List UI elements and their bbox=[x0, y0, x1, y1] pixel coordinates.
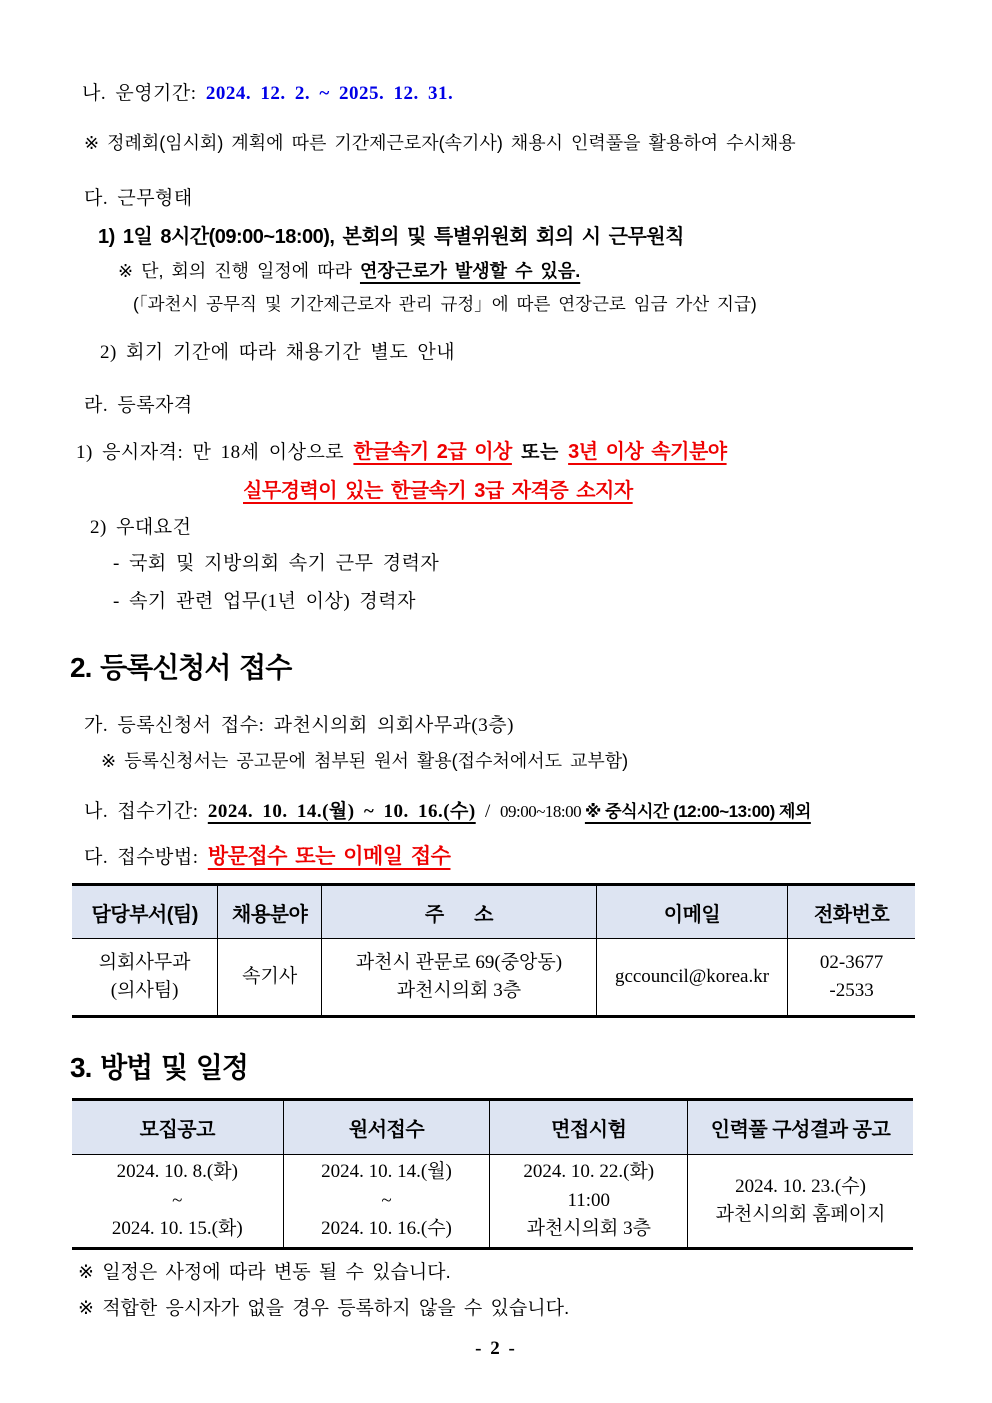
schedule-cell-result bbox=[688, 1155, 913, 1249]
qualification-item-1-line2 bbox=[243, 474, 633, 503]
result-line-1: 2024. 10. 23.(수) bbox=[735, 1175, 866, 1197]
apply-line-3: 2024. 10. 16.(수) bbox=[321, 1218, 452, 1240]
interview-line-1: 2024. 10. 22.(화) bbox=[523, 1161, 655, 1183]
qual1-red-1: 한글속기 2급 이상 bbox=[353, 441, 512, 463]
section2-title-text: 2. 등록신청서 접수 bbox=[70, 652, 292, 683]
reception-method-label: 다. 접수방법: bbox=[84, 847, 208, 868]
announce-line-1: 2024. 10. 8.(화) bbox=[116, 1161, 238, 1183]
result-line-2: 과천시의회 홈페이지 bbox=[715, 1204, 886, 1225]
work-type-label: 다. 근무형태 bbox=[84, 188, 193, 209]
contact-th-field-text: 채용분야 bbox=[232, 903, 308, 926]
footer-note-1 bbox=[78, 1257, 451, 1284]
page-number bbox=[0, 1338, 992, 1360]
phone-line-1: 02-3677 bbox=[819, 951, 884, 973]
work-item-1 bbox=[98, 220, 684, 249]
contact-cell-email bbox=[596, 939, 787, 1017]
section2-item-ga-text: 가. 등록신청서 접수: 과천시의회 의회사무과(3층) bbox=[84, 715, 514, 736]
qual1-mid: 또는 bbox=[511, 442, 569, 463]
schedule-th-result bbox=[688, 1100, 913, 1155]
phone-line-2: -2533 bbox=[829, 980, 874, 1001]
schedule-th-apply-text: 원서접수 bbox=[348, 1119, 425, 1141]
dept-line-2: (의사팀) bbox=[110, 980, 179, 1001]
recruit-note-text: ※ 정례회(임시회) 계획에 따른 기간제근로자(속기사) 채용시 인력풀을 활용하여 수시채용 bbox=[84, 133, 796, 153]
qual2-sub-1-text: - 국회 및 지방의회 속기 근무 경력자 bbox=[113, 553, 440, 574]
operation-period-line bbox=[82, 78, 453, 105]
schedule-cell-apply bbox=[283, 1155, 490, 1249]
contact-th-address-text: 주 소 bbox=[424, 903, 493, 926]
section2-item-ga bbox=[84, 710, 514, 737]
schedule-th-result-text: 인력풀 구성결과 공고 bbox=[710, 1119, 891, 1141]
contact-th-address bbox=[322, 885, 597, 939]
work-note-prefix: ※ 단, 회의 진행 일정에 따라 bbox=[118, 261, 360, 281]
reception-period-value: 2024. 10. 14.(월) ~ 10. 16.(수) bbox=[207, 801, 476, 822]
qual2-sub-2 bbox=[113, 586, 416, 613]
section2-item-na bbox=[84, 796, 811, 823]
schedule-th-announce-text: 모집공고 bbox=[139, 1119, 215, 1141]
work-item-1-note2 bbox=[133, 291, 757, 316]
work-note2-text: (「과천시 공무직 및 기간제근로자 관리 규정」에 따른 연장근로 임금 가산 지급) bbox=[133, 294, 757, 314]
operation-period-label: 나. 운영기간: bbox=[82, 83, 206, 104]
schedule-th-apply bbox=[283, 1100, 490, 1155]
section2-title bbox=[70, 646, 291, 686]
section3-title-text: 3. 방법 및 일정 bbox=[70, 1052, 248, 1083]
section3-title bbox=[70, 1046, 248, 1086]
contact-th-email bbox=[596, 885, 787, 939]
section2-item-da bbox=[84, 840, 450, 870]
qual1-prefix: 1) 응시자격: 만 18세 이상으로 bbox=[76, 442, 354, 463]
schedule-th-interview bbox=[490, 1100, 688, 1155]
contact-cell-phone bbox=[788, 939, 915, 1017]
schedule-table-header-row bbox=[72, 1100, 913, 1155]
schedule-cell-interview bbox=[490, 1155, 688, 1249]
qual2-label: 2) 우대요건 bbox=[90, 517, 192, 538]
schedule-table bbox=[72, 1098, 913, 1250]
contact-cell-field bbox=[218, 939, 322, 1017]
qual2-sub-1 bbox=[113, 548, 439, 575]
qualification-item-2 bbox=[90, 512, 192, 539]
schedule-cell-announce bbox=[72, 1155, 283, 1249]
contact-table-row bbox=[72, 939, 915, 1017]
section2-item-ga-note-text: ※ 등록신청서는 공고문에 첨부된 원서 활용(접수처에서도 교부함) bbox=[101, 751, 629, 771]
footer-note-2 bbox=[78, 1293, 569, 1320]
contact-table-header-row bbox=[72, 885, 915, 939]
contact-th-phone-text: 전화번호 bbox=[813, 903, 890, 926]
qualification-label: 라. 등록자격 bbox=[84, 395, 193, 416]
apply-line-1: 2024. 10. 14.(월) bbox=[321, 1161, 452, 1183]
contact-th-dept bbox=[72, 885, 218, 939]
footer-note-2-text: ※ 적합한 응시자가 없을 경우 등록하지 않을 수 있습니다. bbox=[78, 1298, 570, 1319]
work-item-1-text: 1) 1일 8시간(09:00~18:00), 본회의 및 특별위원회 회의 시 근무원칙 bbox=[98, 226, 684, 248]
email-text: gccouncil@korea.kr bbox=[614, 965, 770, 987]
contact-cell-address bbox=[322, 939, 597, 1017]
reception-period-label: 나. 접수기간: bbox=[84, 801, 208, 822]
address-line-1: 과천시 관문로 69(중앙동) bbox=[355, 951, 563, 973]
schedule-table-row bbox=[72, 1155, 913, 1249]
dept-line-1: 의회사무과 bbox=[98, 951, 191, 973]
contact-th-dept-text: 담당부서(팀) bbox=[91, 903, 198, 926]
schedule-th-interview-text: 면접시험 bbox=[551, 1119, 627, 1141]
contact-th-phone bbox=[788, 885, 915, 939]
reception-time: 09:00~18:00 bbox=[500, 802, 585, 821]
address-line-2: 과천시의회 3층 bbox=[396, 980, 522, 1001]
footer-note-1-text: ※ 일정은 사정에 따라 변동 될 수 있습니다. bbox=[78, 1262, 451, 1283]
qualification-item-1 bbox=[76, 435, 727, 464]
operation-period-value: 2024. 12. 2. ~ 2025. 12. 31. bbox=[205, 83, 454, 104]
page-number-text: - 2 - bbox=[475, 1338, 517, 1359]
qualification-heading bbox=[84, 390, 193, 417]
announce-line-2: ~ bbox=[172, 1189, 183, 1211]
work-item-1-note bbox=[118, 257, 580, 283]
announce-line-3: 2024. 10. 15.(화) bbox=[111, 1218, 243, 1240]
schedule-th-announce bbox=[72, 1100, 283, 1155]
contact-cell-dept bbox=[72, 939, 218, 1017]
contact-th-email-text: 이메일 bbox=[663, 903, 721, 926]
qual1-red-2: 3년 이상 속기분야 bbox=[568, 441, 727, 463]
interview-line-2: 11:00 bbox=[567, 1189, 611, 1211]
qual2-sub-2-text: - 속기 관련 업무(1년 이상) 경력자 bbox=[113, 591, 416, 612]
interview-line-3: 과천시의회 3층 bbox=[526, 1218, 651, 1240]
qual1-red-line2: 실무경력이 있는 한글속기 3급 자격증 소지자 bbox=[243, 480, 633, 502]
field-text: 속기사 bbox=[242, 965, 298, 987]
work-type-heading bbox=[84, 183, 193, 210]
reception-method-value: 방문접수 또는 이메일 접수 bbox=[207, 845, 451, 868]
section2-item-ga-note bbox=[101, 747, 628, 773]
contact-th-field bbox=[218, 885, 322, 939]
work-item-2-text: 2) 회기 기간에 따라 채용기간 별도 안내 bbox=[100, 342, 456, 363]
apply-line-2: ~ bbox=[381, 1189, 392, 1211]
work-note-underlined: 연장근로가 발생할 수 있음. bbox=[359, 261, 581, 281]
contact-table bbox=[72, 883, 915, 1018]
work-item-2 bbox=[100, 337, 455, 364]
reception-period-sep: / bbox=[475, 801, 500, 822]
recruit-note bbox=[84, 129, 796, 155]
lunch-break-note: ※ 중식시간 (12:00~13:00) 제외 bbox=[584, 802, 811, 821]
